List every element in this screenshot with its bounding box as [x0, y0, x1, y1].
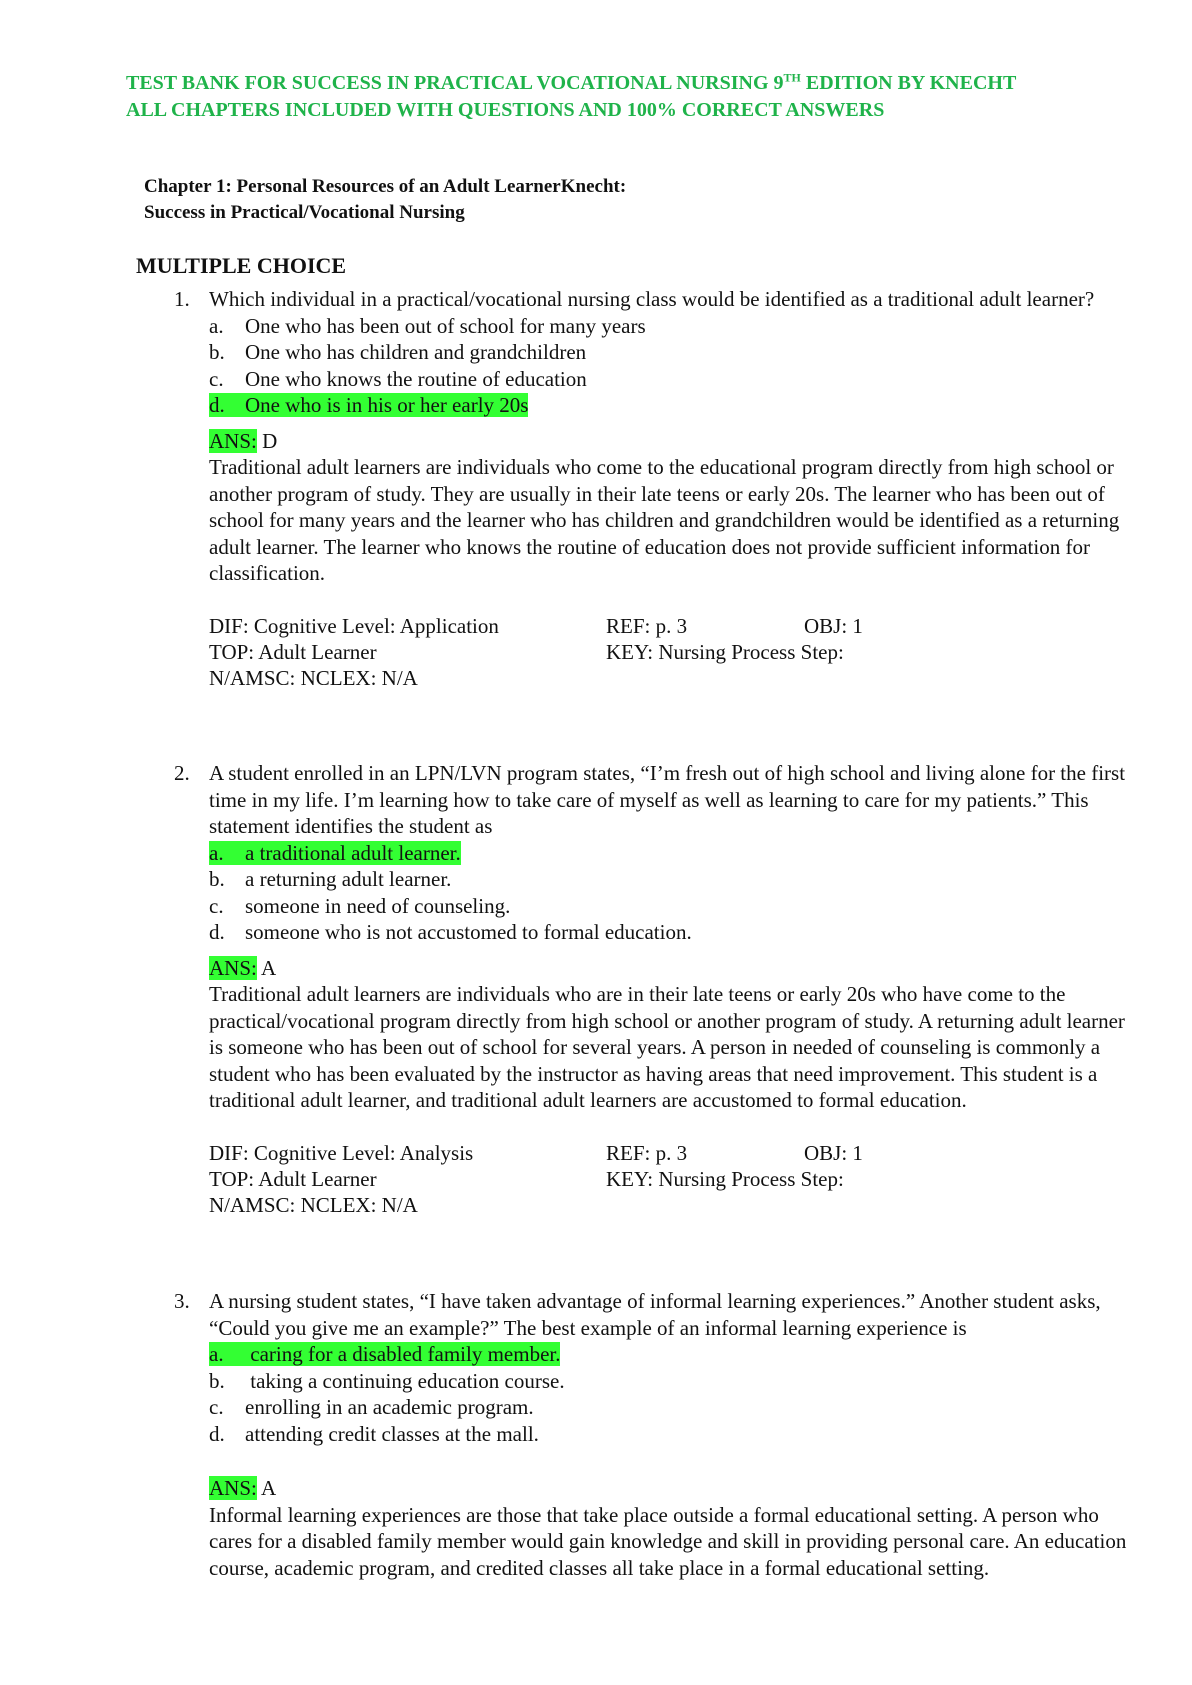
correct-answer-highlight	[209, 841, 461, 865]
option-text: taking a continuing education course.	[245, 1368, 565, 1393]
chapter-line-1: Chapter 1: Personal Resources of an Adult LearnerKnecht:	[144, 176, 627, 197]
question-stem: Which individual in a practical/vocational nursing class would be identified as a traditional adult learner?	[209, 287, 1095, 311]
ref-field: REF: p. 3	[606, 1140, 688, 1165]
document-header	[126, 70, 1126, 124]
rationale: Informal learning experiences are those that take place outside a formal educational setting. A person who cares for a disabled family member would gain knowledge and skill in providing personal care. An education course, academic program, and credited classes all take place in a formal educational setting.	[209, 1502, 1127, 1580]
correct-answer-highlight	[209, 1342, 560, 1366]
chapter-title	[144, 174, 844, 226]
option-c	[209, 1394, 1134, 1421]
header-line-1-prefix: TEST BANK FOR SUCCESS IN PRACTICAL VOCATIONAL NURSING 9	[126, 72, 784, 94]
top-field: TOP: Adult Learner	[209, 639, 377, 664]
option-letter: d.	[209, 1421, 225, 1446]
question-number: 1.	[174, 287, 190, 311]
option-text: One who knows the routine of education	[245, 366, 587, 391]
option-letter: b.	[209, 867, 225, 891]
option-text: a returning adult learner.	[245, 867, 452, 891]
answer-value: A	[260, 955, 277, 980]
option-letter: c.	[209, 366, 224, 391]
key-field: KEY: Nursing Process Step:	[606, 639, 844, 664]
header-line-1-suffix: EDITION BY KNECHT	[800, 72, 1017, 94]
option-a-correct	[209, 840, 1134, 867]
option-letter: c.	[209, 1395, 224, 1419]
question-3	[174, 1288, 1134, 1581]
option-letter: b.	[209, 340, 225, 364]
section-title: MULTIPLE CHOICE	[136, 253, 347, 278]
rationale: Traditional adult learners are individuals who are in their late teens or early 20s who have come to the practical/vocational program directly from high school or another program of study. A returning adult learner is someone who has been out of school for several years. A person in needed of counseling is commonly a student who has been evaluated by the instructor as having areas that need improvement. This student is a traditional adult learner, and traditional adult learners are accustomed to formal education.	[209, 982, 1125, 1112]
option-a-correct	[209, 1341, 1134, 1368]
option-text: someone in need of counseling.	[245, 893, 511, 918]
correct-answer-highlight	[209, 393, 528, 417]
option-letter: a.	[209, 1342, 224, 1366]
option-c	[209, 366, 1134, 393]
answer-value: A	[260, 1476, 277, 1500]
option-c	[209, 893, 1134, 920]
header-superscript: TH	[783, 70, 801, 85]
option-b	[209, 1368, 1134, 1395]
answer-line	[209, 428, 1134, 455]
option-letter: c.	[209, 893, 224, 918]
option-text: someone who is not accustomed to formal education.	[245, 920, 692, 944]
answer-value: D	[262, 428, 278, 453]
question-number: 3.	[174, 1289, 190, 1313]
answer-label: ANS:	[209, 428, 257, 453]
option-text: One who is in his or her early 20s	[245, 393, 529, 417]
nclex-field: N/AMSC: NCLEX: N/A	[209, 665, 418, 690]
header-line-2: ALL CHAPTERS INCLUDED WITH QUESTIONS AND 100% CORRECT ANSWERS	[126, 99, 885, 121]
option-d	[209, 1421, 1134, 1448]
dif-field: DIF: Cognitive Level: Application	[209, 613, 499, 638]
option-letter: d.	[209, 920, 225, 944]
option-b	[209, 339, 1134, 366]
top-field: TOP: Adult Learner	[209, 1166, 377, 1191]
option-letter: a.	[209, 840, 224, 865]
option-d	[209, 919, 1134, 946]
option-letter: b.	[209, 1368, 225, 1393]
option-text: a traditional adult learner.	[245, 840, 461, 865]
question-metadata	[209, 613, 1134, 693]
obj-field: OBJ: 1	[804, 613, 863, 638]
option-letter: d.	[209, 393, 225, 417]
option-b	[209, 866, 1134, 893]
option-text: One who has been out of school for many years	[245, 313, 646, 338]
option-d-correct	[209, 392, 1134, 419]
question-stem: A nursing student states, “I have taken advantage of informal learning experiences.” Another student asks, “Could you give me an example?” The best example of an informal learning experience is	[209, 1289, 1101, 1340]
nclex-field: N/AMSC: NCLEX: N/A	[209, 1192, 418, 1217]
header-line-1	[126, 70, 1126, 97]
question-1	[174, 286, 1134, 693]
answer-line	[209, 1475, 1134, 1502]
ref-field: REF: p. 3	[606, 613, 688, 638]
key-field: KEY: Nursing Process Step:	[606, 1166, 844, 1191]
rationale: Traditional adult learners are individuals who come to the educational program directly from high school or another program of study. They are usually in their late teens or early 20s. The learner who has been out of school for many years and the learner who has children and grandchildren would be identified as a returning adult learner. The learner who knows the routine of education does not provide sufficient information for classification.	[209, 455, 1120, 585]
option-text: attending credit classes at the mall.	[245, 1421, 539, 1446]
obj-field: OBJ: 1	[804, 1140, 863, 1165]
answer-line	[209, 955, 1134, 982]
chapter-line-2: Success in Practical/Vocational Nursing	[144, 202, 465, 223]
answer-label: ANS:	[209, 955, 257, 980]
question-number: 2.	[174, 761, 190, 785]
option-text: enrolling in an academic program.	[245, 1395, 534, 1419]
dif-field: DIF: Cognitive Level: Analysis	[209, 1140, 474, 1165]
question-2	[174, 760, 1134, 1220]
question-metadata	[209, 1140, 1134, 1220]
question-stem: A student enrolled in an LPN/LVN program states, “I’m fresh out of high school and living alone for the first time in my life. I’m learning how to take care of myself as well as learning to care for my patients.” This statement identifies the student as	[209, 761, 1126, 838]
answer-label: ANS:	[209, 1476, 257, 1500]
option-text: caring for a disabled family member.	[245, 1342, 561, 1366]
option-a	[209, 313, 1134, 340]
option-letter: a.	[209, 313, 224, 338]
option-text: One who has children and grandchildren	[245, 340, 587, 364]
